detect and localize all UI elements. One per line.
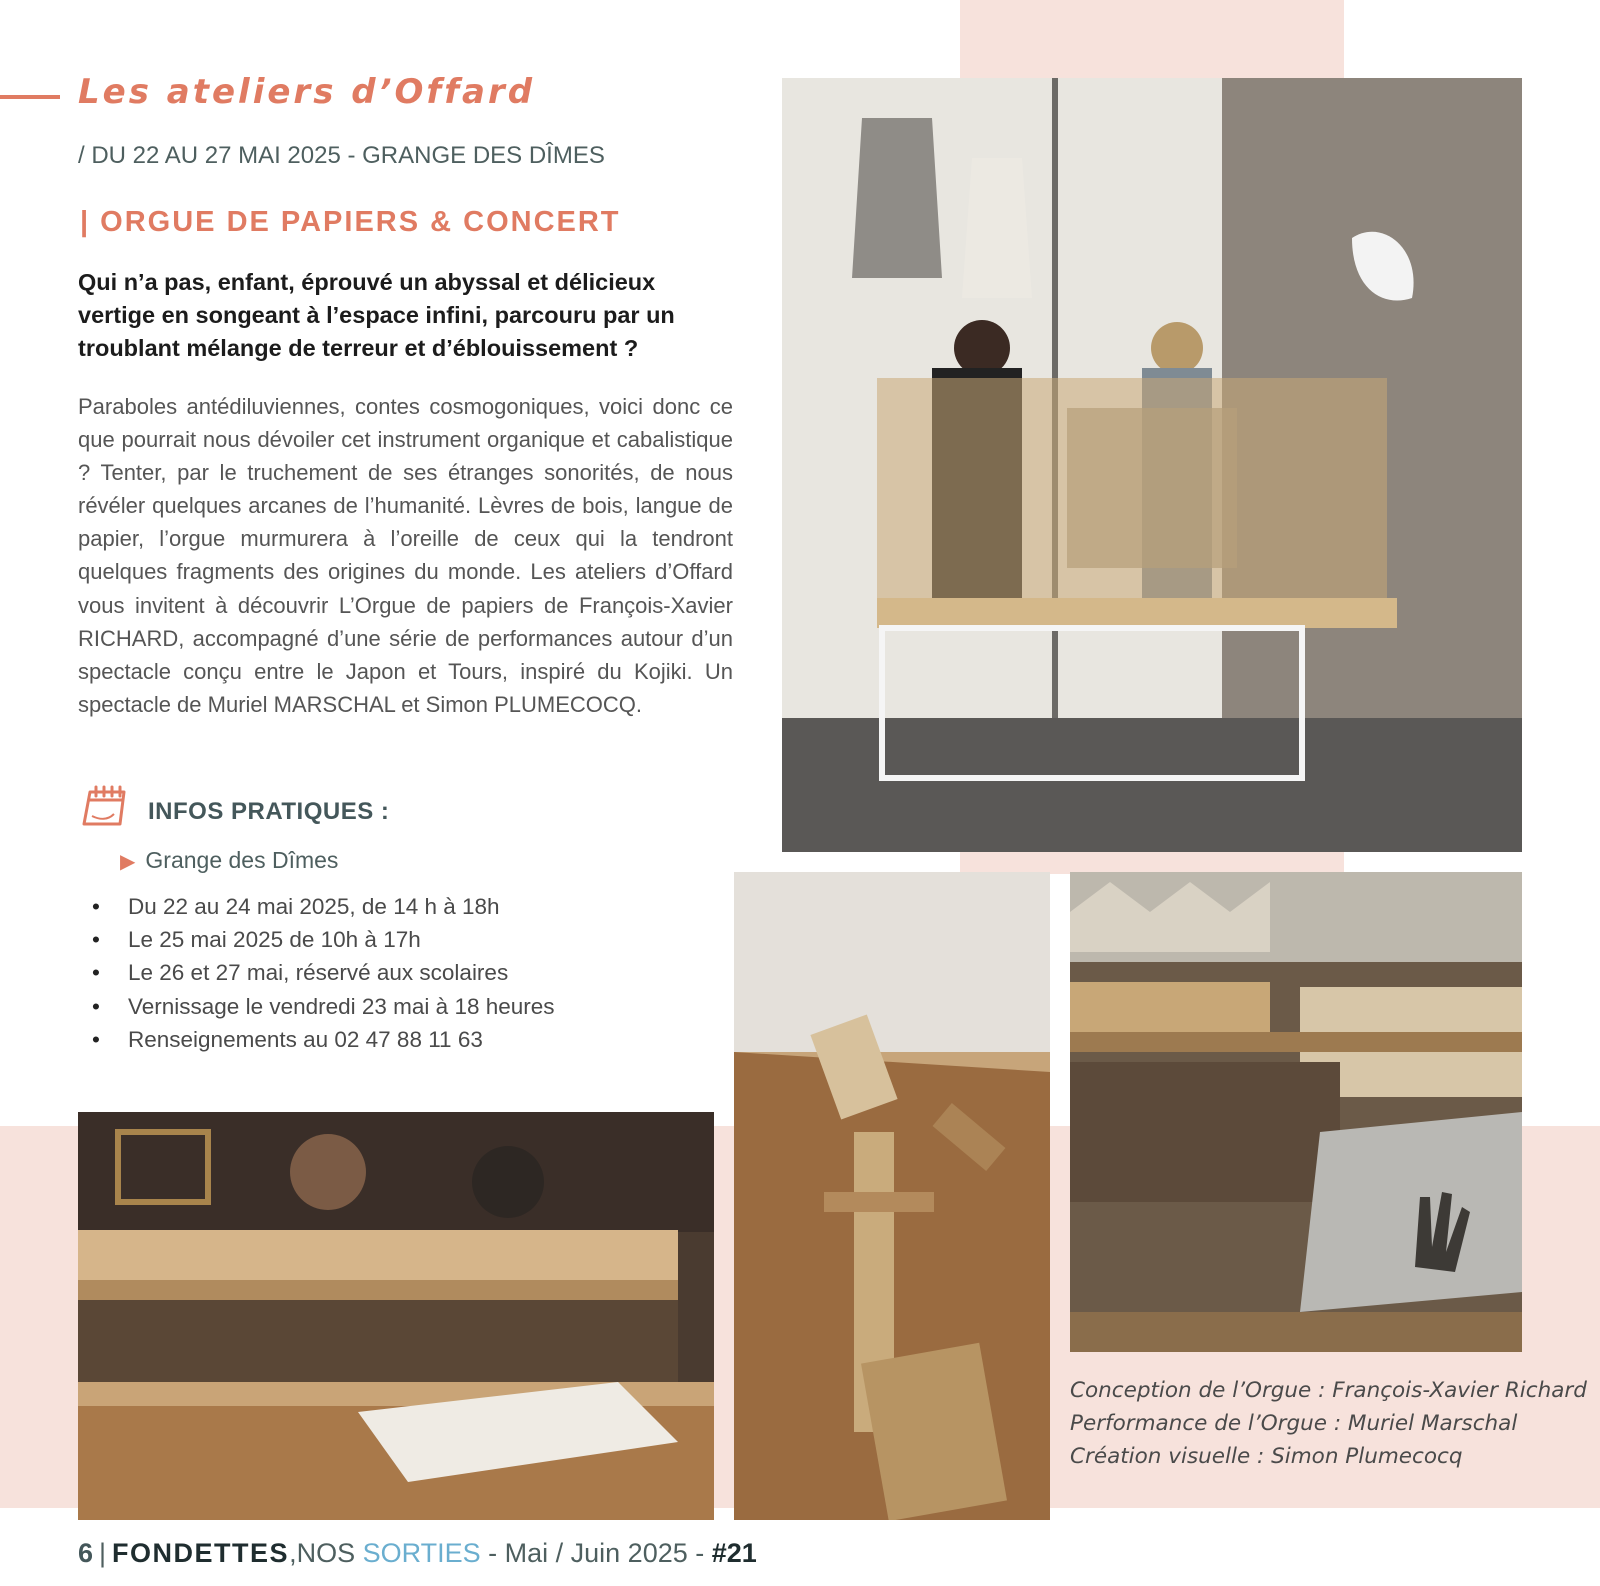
- venue-line: [120, 847, 338, 874]
- photo-wooden-keyboard: [78, 1112, 714, 1520]
- page-number: 6: [78, 1538, 94, 1568]
- credit-conception: Conception de l’Orgue : François-Xavier Richard: [1070, 1378, 1587, 1403]
- page-footer: [78, 1538, 757, 1569]
- body-paragraph: Paraboles antédiluviennes, contes cosmogoniques, voici donc ce que pourrait nous dévoiler cet instrument organique et cabalistique ? Tenter, par le truchement de ses étranges sonorités, de nous révéler quelques arcanes de l’humanité. Lèvres de bois, langue de papier, l’orgue murmurera à l’oreille de ceux qui la tendront quelques fragments des origines du monde. Les ateliers d’Offard vous invitent à découvrir L’Orgue de papiers de François-Xavier RICHARD, accompagné d’une série de performances autour d’un spectacle conçu entre le Japon et Tours, inspiré du Kojiki. Un spectacle de Muriel MARSCHAL et Simon PLUMECOCQ.: [78, 394, 733, 717]
- photo-credits: [1070, 1374, 1587, 1473]
- lead-paragraph: Qui n’a pas, enfant, éprouvé un abyssal et délicieux vertige en songeant à l’espace infini, parcouru par un troublant mélange de terreur et d’éblouissement ?: [78, 269, 675, 361]
- footer-sorties: SORTIES: [362, 1538, 481, 1568]
- list-item: • Le 26 et 27 mai, réservé aux scolaires: [92, 956, 555, 989]
- footer-comma: ,: [289, 1538, 297, 1568]
- credit-visual: Création visuelle : Simon Plumecocq: [1070, 1444, 1463, 1469]
- footer-separator: |: [99, 1538, 107, 1568]
- list-item: • Renseignements au 02 47 88 11 63: [92, 1023, 555, 1056]
- photo-performance: [782, 78, 1522, 852]
- footer-brand: FONDETTES: [112, 1538, 290, 1568]
- section-title: | ORGUE DE PAPIERS & CONCERT: [80, 206, 621, 238]
- event-dates-venue: / DU 22 AU 27 MAI 2025 - GRANGE DES DÎMES: [78, 142, 605, 169]
- list-item: • Le 25 mai 2025 de 10h à 17h: [92, 923, 555, 956]
- play-arrow-icon: ▶: [120, 851, 136, 873]
- list-item: • Vernissage le vendredi 23 mai à 18 heures: [92, 990, 555, 1023]
- photo-paper-mechanism: [1070, 872, 1522, 1352]
- footer-nos: NOS: [296, 1538, 363, 1568]
- info-list: [92, 890, 555, 1056]
- credit-performance: Performance de l’Orgue : Muriel Marschal: [1070, 1411, 1518, 1436]
- infos-title: INFOS PRATIQUES :: [148, 798, 390, 825]
- venue-name: Grange des Dîmes: [145, 847, 339, 873]
- footer-issue: #21: [711, 1538, 757, 1568]
- title-accent-line: [0, 95, 60, 99]
- page-title: Les ateliers d’Offard: [78, 72, 536, 112]
- footer-date: - Mai / Juin 2025 -: [480, 1538, 712, 1568]
- photo-wooden-mechanism: [734, 872, 1050, 1520]
- calendar-icon: [78, 784, 130, 832]
- list-item: • Du 22 au 24 mai 2025, de 14 h à 18h: [92, 890, 555, 923]
